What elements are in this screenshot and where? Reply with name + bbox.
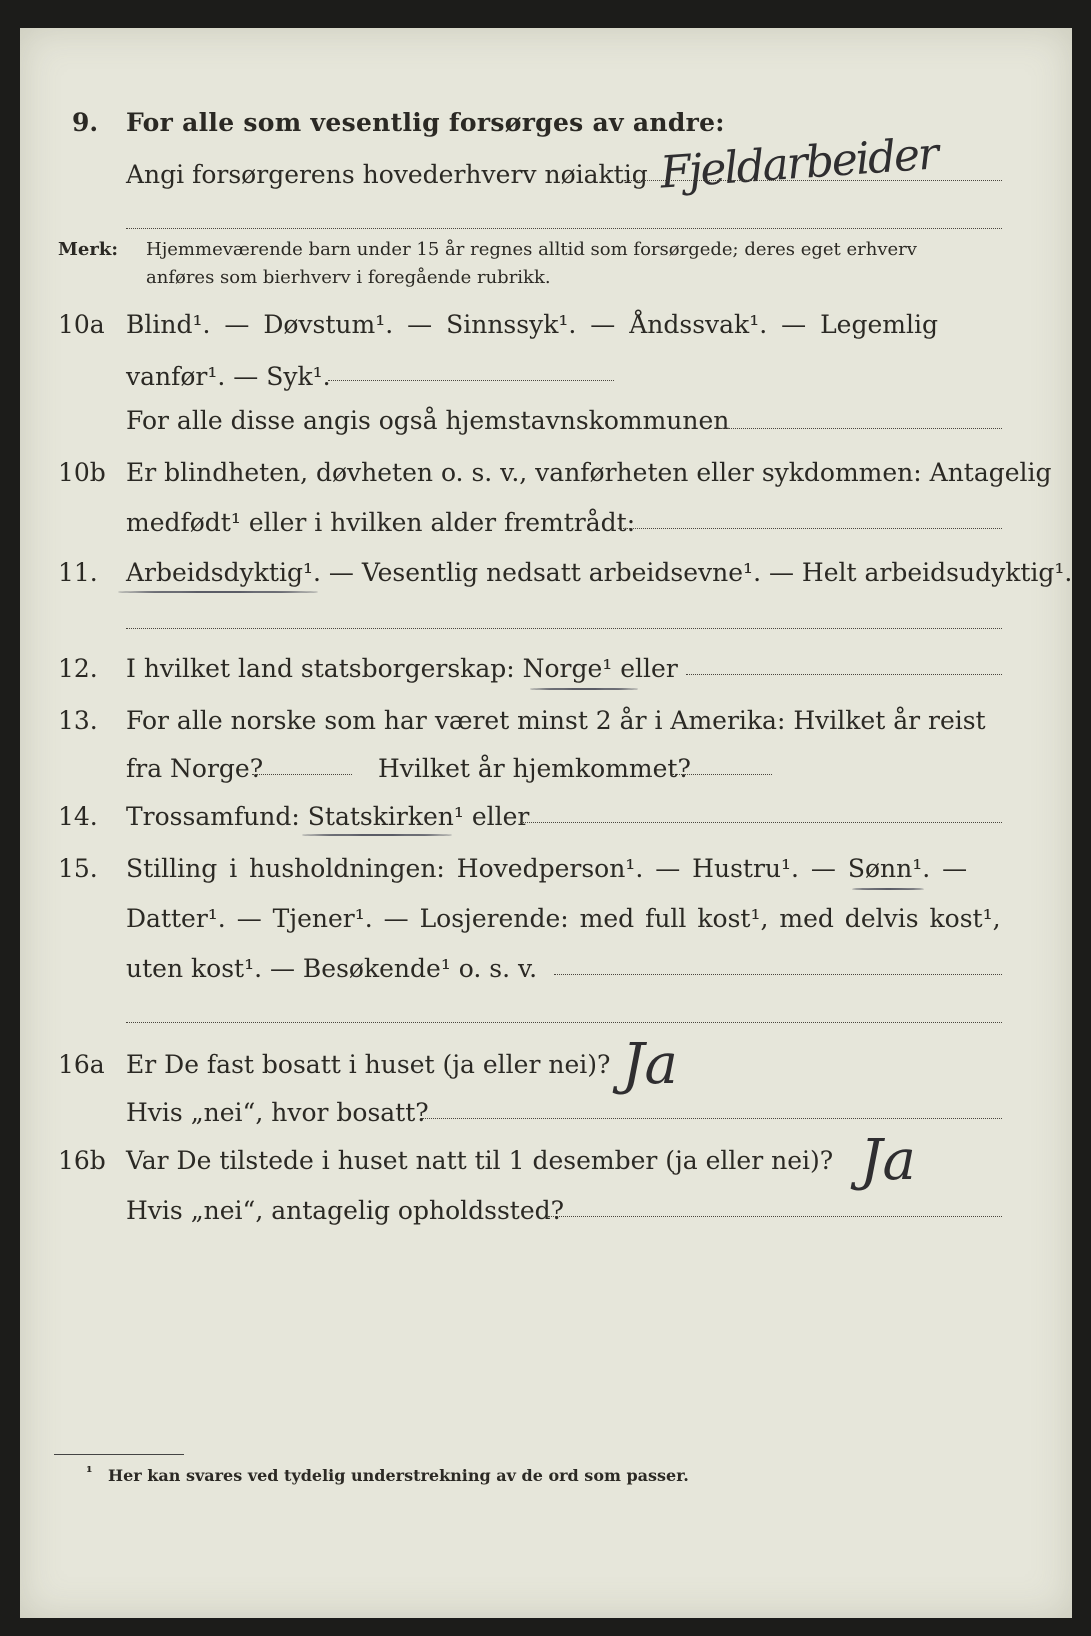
q15-extra-line — [126, 1022, 1002, 1023]
q14-faith-line — [520, 822, 1002, 823]
q13-departure-line — [252, 774, 352, 775]
q16b-text-line2: Hvis „nei“, antagelig opholdssted? — [126, 1196, 565, 1225]
q15-number: 15. — [58, 854, 98, 883]
q16a-text-line2: Hvis „nei“, hvor bosatt? — [126, 1098, 429, 1127]
q10a-text-line1: Blind¹. — Døvstum¹. — Sinnssyk¹. — Åndssvak¹. — Legemlig — [126, 310, 938, 339]
q9-text-line2: Angi forsørgerens hovederhverv nøiaktig — [126, 160, 648, 189]
q10b-age-line — [618, 528, 1002, 529]
q12-country-line — [686, 674, 1002, 675]
q9-extra-line — [126, 228, 1002, 229]
q10b-text-line1: Er blindheten, døvheten o. s. v., vanførheten eller sykdommen: Antagelig — [126, 458, 1052, 487]
q11-number: 11. — [58, 558, 98, 587]
q16b-number: 16b — [58, 1146, 106, 1175]
q12-text-line1: I hvilket land statsborgerskap: Norge¹ eller — [126, 654, 678, 683]
q10a-text-line2: vanfør¹. — Syk¹. — [126, 362, 331, 391]
q12-pen-underline — [530, 688, 638, 690]
q9-text-line1: For alle som vesentlig forsørges av andre: — [126, 108, 725, 137]
q16b-location-line — [548, 1216, 1002, 1217]
q14-text-line1: Trossamfund: Statskirken¹ eller — [126, 802, 530, 831]
q16a-residence-line — [422, 1118, 1002, 1119]
q13-number: 13. — [58, 706, 98, 735]
q10a-number: 10a — [58, 310, 105, 339]
q13-text-line2b: Hvilket år hjemkommet? — [378, 754, 691, 783]
footnote-separator — [54, 1454, 184, 1455]
footnote-mark: ¹ — [86, 1463, 93, 1481]
q15-status-line — [554, 974, 1002, 975]
q16a-text-line1: Er De fast bosatt i huset (ja eller nei)? — [126, 1050, 611, 1079]
q16a-number: 16a — [58, 1050, 105, 1079]
q13-return-line — [672, 774, 772, 775]
q15-text-line2: Datter¹. — Tjener¹. — Losjerende: med full kost¹, med delvis kost¹, — [126, 904, 1001, 933]
q14-number: 14. — [58, 802, 98, 831]
q10a-sick-line — [328, 380, 614, 381]
merk-label: Merk: — [58, 239, 118, 260]
q9-answer-line — [624, 180, 1002, 181]
q10a-municipality-line — [720, 428, 1002, 429]
q10b-text-line2: medfødt¹ eller i hvilken alder fremtrådt: — [126, 508, 636, 537]
q10a-text-line3: For alle disse angis også hjemstavnskommunen — [126, 406, 730, 435]
q15-pen-underline — [852, 888, 924, 890]
q16a-handwritten-answer: Ja — [622, 1032, 678, 1097]
q12-number: 12. — [58, 654, 98, 683]
q16b-text-line1: Var De tilstede i huset natt til 1 desember (ja eller nei)? — [126, 1146, 834, 1175]
q15-text-line3: uten kost¹. — Besøkende¹ o. s. v. — [126, 954, 538, 983]
q10b-number: 10b — [58, 458, 106, 487]
q11-extra-line — [126, 628, 1002, 629]
q13-text-line2a: fra Norge? — [126, 754, 264, 783]
q14-pen-underline — [302, 834, 452, 836]
footnote-text: Her kan svares ved tydelig understrekning av de ord som passer. — [108, 1466, 689, 1485]
q9-handwritten-answer: Fjeldarbeider — [658, 128, 939, 199]
q9-number: 9. — [72, 108, 99, 137]
q16b-handwritten-answer: Ja — [860, 1128, 916, 1193]
merk-text-line1: Hjemmeværende barn under 15 år regnes alltid som forsørgede; deres eget erhverv — [146, 239, 917, 260]
q11-text-line1: Arbeidsdyktig¹. — Vesentlig nedsatt arbeidsevne¹. — Helt arbeidsudyktig¹. — [126, 558, 1073, 587]
census-form-page — [20, 28, 1072, 1618]
q11-pen-underline — [118, 591, 318, 593]
merk-text-line2: anføres som bierhverv i foregående rubrikk. — [146, 267, 551, 288]
q13-text-line1: For alle norske som har været minst 2 år i Amerika: Hvilket år reist — [126, 706, 986, 735]
q15-text-line1: Stilling i husholdningen: Hovedperson¹. — Hustru¹. — Sønn¹. — — [126, 854, 968, 883]
